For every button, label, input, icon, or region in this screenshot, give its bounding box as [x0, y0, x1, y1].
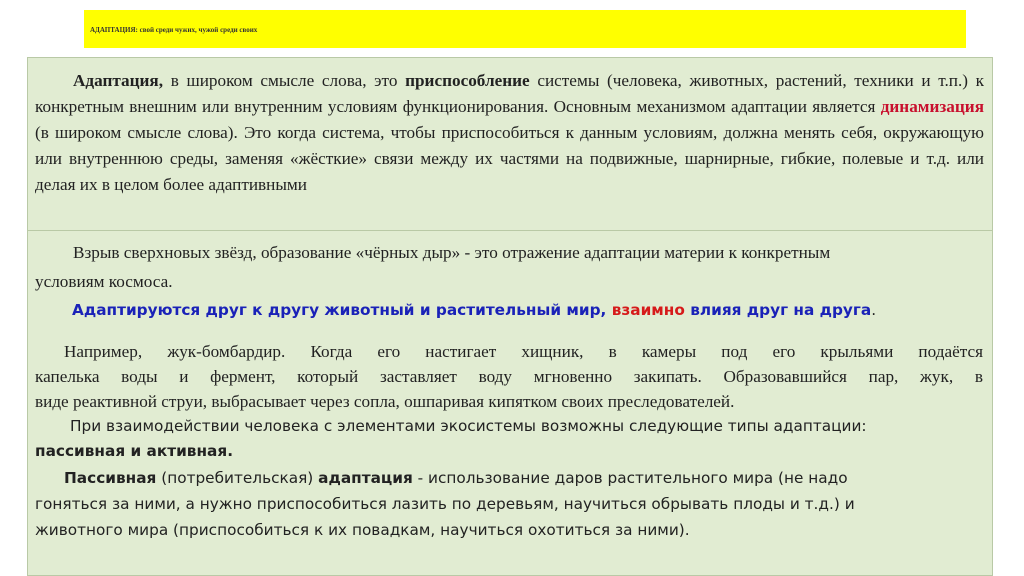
definition-text-1: в широком смысле слова, это [163, 71, 406, 90]
slide-title: АДАПТАЦИЯ: свой среди чужих, чужой среди своих [90, 26, 258, 34]
passive-line-3: животного мира (приспособиться к их повадкам, научиться охотиться за ними). [35, 521, 690, 539]
types-line-1: При взаимодействии человека с элементами экосистемы возможны следующие типы адаптации: [70, 417, 867, 435]
passive-text-1: (потребительская) [156, 469, 319, 487]
explosion-line-2: условиям космоса. [35, 272, 173, 291]
mutual-adaptation-line [72, 301, 876, 319]
term-dynamization: динамизация [880, 97, 984, 116]
mutual-period: . [871, 301, 877, 319]
definition-text-2: системы (человека, животных, растений, техники и т.п.) к конкретным внешним или внутренним условиям функционирования. Основным механизмом адаптации является [35, 71, 984, 116]
mutual-text-1: Адаптируются друг к другу животный и растительный мир, [72, 301, 612, 319]
beetle-line-3: виде реактивной струи, выбрасывает через сопла, ошпаривая кипятком своих преследователей. [35, 392, 735, 411]
definition-text-3: (в широком смысле слова). Это когда система, чтобы приспособиться к данным условиям, должна менять себя, окружающую или внутреннюю среды, заменяя «жёсткие» связи между их частями на подвижные, шарнирные, гибкие, полевые и т.д. или делая их в целом более адаптивными [35, 123, 984, 194]
term-fitting: приспособление [405, 71, 530, 90]
explosion-line-1: Взрыв сверхновых звёзд, образование «чёрных дыр» - это отражение адаптации материи к конкретным [73, 243, 831, 262]
term-adaptation: Адаптация, [73, 71, 164, 90]
examples-panel [27, 230, 993, 576]
passive-line-1 [64, 469, 848, 487]
passive-line-2: гоняться за ними, а нужно приспособиться лазить по деревьям, научиться обрывать плоды и т.д.) и [35, 495, 855, 513]
definition-panel [27, 57, 993, 232]
mutual-text-2: влияя друг на друга [684, 301, 872, 319]
types-line-2: пассивная и активная. [35, 442, 234, 460]
passive-adaptation-term: адаптация [318, 469, 413, 487]
definition-paragraph [35, 68, 984, 198]
beetle-line-1: Например, жук-бомбардир. Когда его настигает хищник, в камеры под его крыльями подаётся [64, 342, 983, 361]
passive-text-2: - использование даров растительного мира (не надо [412, 469, 848, 487]
passive-term: Пассивная [64, 469, 157, 487]
slide-title-banner [84, 10, 966, 48]
mutual-red-word: взаимно [611, 301, 685, 319]
beetle-line-2: капелька воды и фермент, который заставляет воду мгновенно закипать. Образовавшийся пар, жук, в [35, 367, 983, 386]
